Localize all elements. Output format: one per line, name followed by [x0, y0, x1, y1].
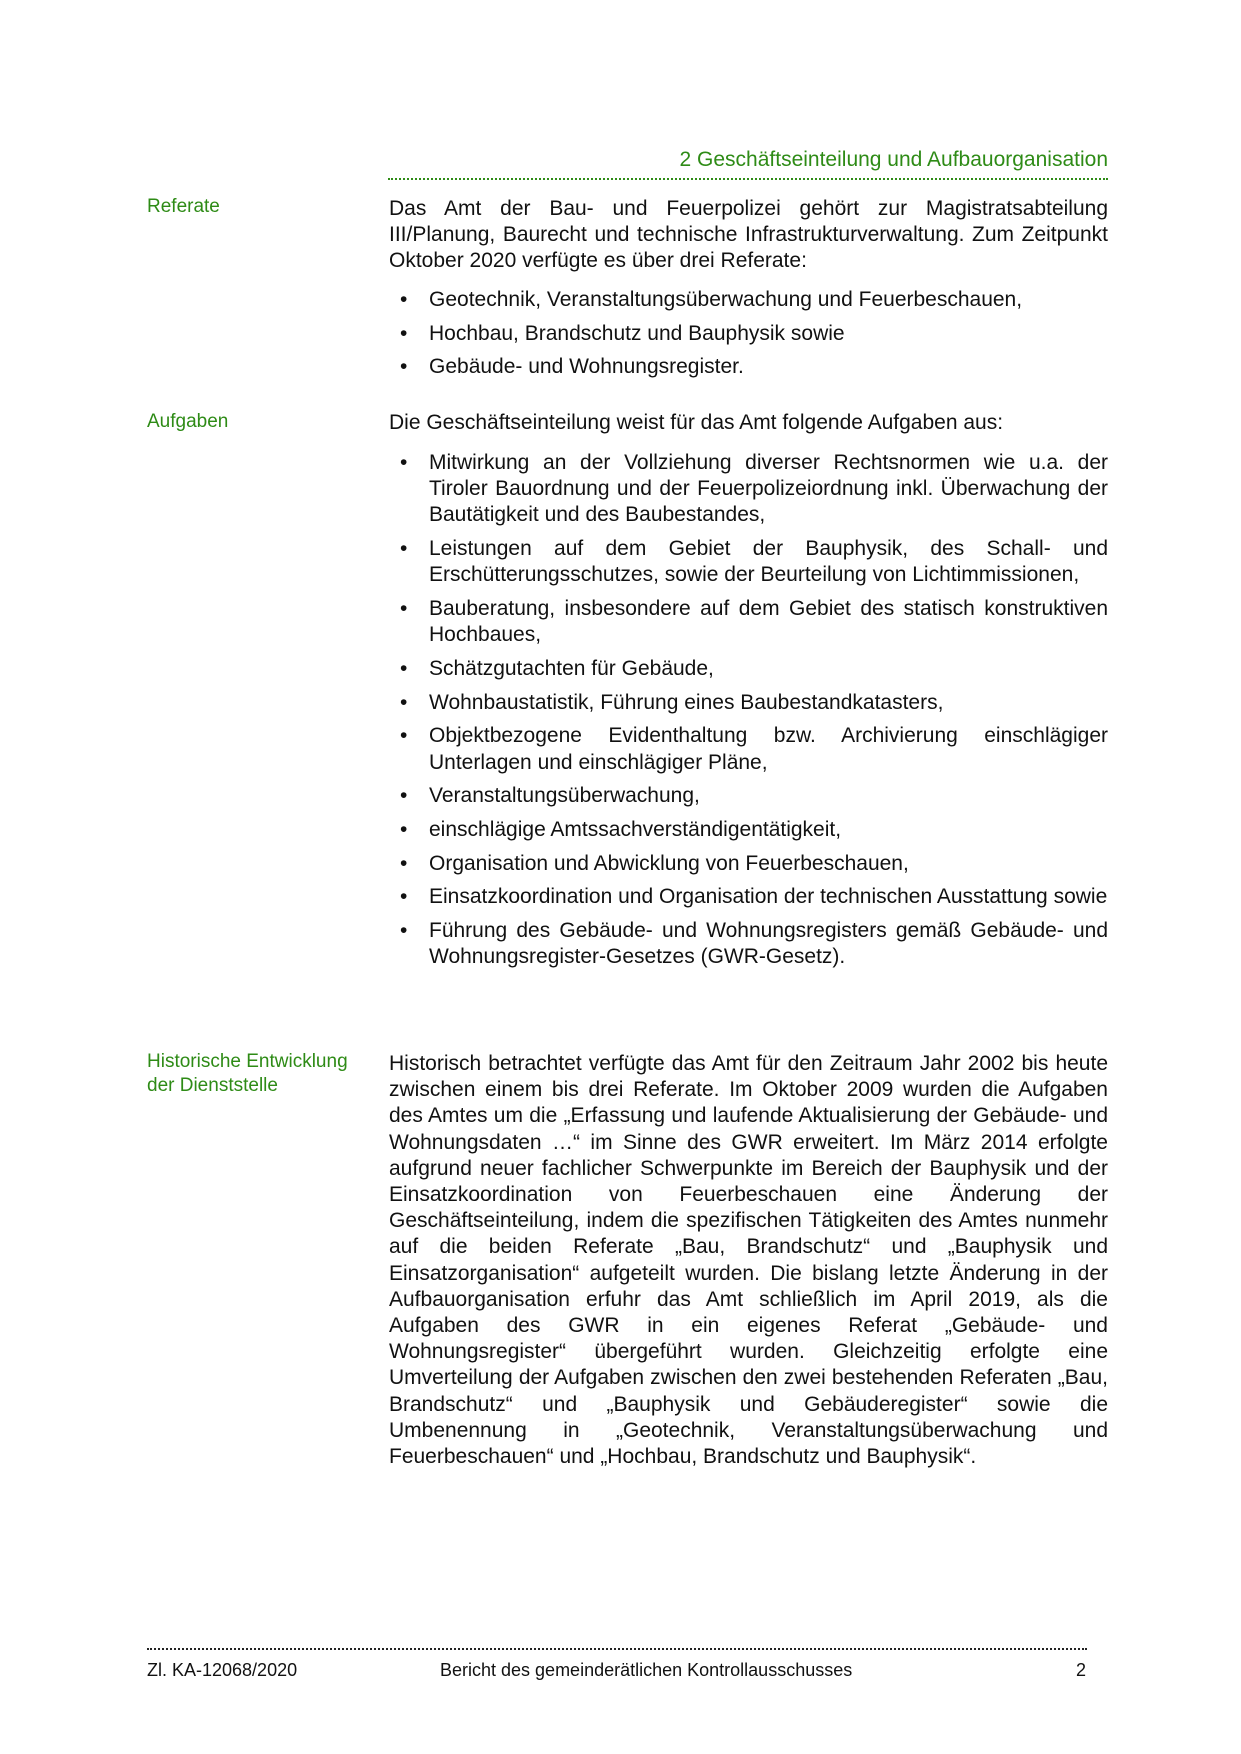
- bullet-icon: •: [400, 321, 408, 345]
- bullet-icon: •: [400, 851, 408, 875]
- side-label-historie-line1: Historische Entwicklung: [147, 1051, 348, 1072]
- bullet-icon: •: [400, 919, 408, 943]
- bullet-icon: •: [400, 885, 408, 909]
- list-item: [389, 536, 1108, 588]
- bullet-icon: •: [400, 656, 408, 680]
- aufgaben-intro: Die Geschäftseinteilung weist für das Amt folgende Aufgaben aus:: [389, 411, 1004, 434]
- list-item-text: Mitwirkung an der Vollziehung diverser Rechtsnormen wie u.a. der Tiroler Bauordnung und der Feuerpolizeiordnung inkl. Überwachung der Bautätigkeit und des Baubestandes,: [429, 451, 1108, 527]
- header-divider: [388, 178, 1108, 180]
- list-item-text: Gebäude- und Wohnungsregister.: [429, 355, 744, 379]
- referate-list: [389, 287, 1108, 388]
- bullet-icon: •: [400, 597, 408, 621]
- list-item-text: einschlägige Amtssachverständigentätigkeit,: [429, 817, 842, 841]
- list-item-text: Führung des Gebäude- und Wohnungsregisters gemäß Gebäude- und Wohnungsregister-Gesetzes (GWR-Gesetz).: [429, 919, 1108, 969]
- footer-divider: [147, 1648, 1087, 1650]
- side-label-historie: [147, 1050, 377, 1098]
- list-item: [389, 321, 1108, 347]
- list-item: [389, 817, 1108, 843]
- footer-report-title: Bericht des gemeinderätlichen Kontrollausschusses: [440, 1660, 853, 1680]
- bullet-icon: •: [400, 784, 408, 808]
- list-item: [389, 851, 1108, 877]
- list-item: [389, 690, 1108, 716]
- side-label-aufgaben: Aufgaben: [147, 411, 229, 432]
- list-item-text: Veranstaltungsüberwachung,: [429, 784, 700, 808]
- bullet-icon: •: [400, 288, 408, 311]
- list-item-text: Bauberatung, insbesondere auf dem Gebiet des statisch konstruktiven Hochbaues,: [429, 597, 1108, 647]
- list-item-text: Einsatzkoordination und Organisation der technischen Ausstattung sowie: [429, 885, 1108, 909]
- aufgaben-list: [389, 450, 1108, 978]
- list-item-text: Wohnbaustatistik, Führung eines Baubestandkatasters,: [429, 690, 944, 714]
- bullet-icon: •: [400, 724, 408, 748]
- list-item-text: Objektbezogene Evidenthaltung bzw. Archivierung einschlägiger Unterlagen und einschlägiger Pläne,: [429, 724, 1108, 774]
- bullet-icon: •: [400, 690, 408, 714]
- list-item-text: Leistungen auf dem Gebiet der Bauphysik, des Schall- und Erschütterungsschutzes, sowie der Beurteilung von Lichtimmissionen,: [429, 537, 1108, 587]
- page-number: 2: [1076, 1660, 1087, 1680]
- list-item: [389, 656, 1108, 682]
- bullet-icon: •: [400, 537, 408, 561]
- list-item: [389, 884, 1108, 910]
- side-label-referate: Referate: [147, 196, 220, 217]
- referate-intro: Das Amt der Bau- und Feuerpolizei gehört zur Magistratsabteilung III/Planung, Baurecht und technische Infrastrukturverwaltung. Zum Zeitpunkt Oktober 2020 verfügte es über drei Referate:: [389, 197, 1108, 273]
- list-item: [389, 918, 1108, 970]
- list-item: [389, 287, 1108, 313]
- bullet-icon: •: [400, 355, 408, 379]
- bullet-icon: •: [400, 451, 408, 474]
- side-label-historie-line2: der Dienststelle: [147, 1075, 278, 1096]
- list-item-text: Hochbau, Brandschutz und Bauphysik sowie: [429, 321, 845, 345]
- list-item: [389, 783, 1108, 809]
- list-item: [389, 354, 1108, 380]
- list-item-text: Schätzgutachten für Gebäude,: [429, 656, 714, 680]
- list-item: [389, 723, 1108, 775]
- list-item: [389, 596, 1108, 648]
- list-item-text: Geotechnik, Veranstaltungsüberwachung und Feuerbeschauen,: [429, 288, 1023, 311]
- chapter-header: 2 Geschäftseinteilung und Aufbauorganisation: [679, 148, 1108, 171]
- list-item: [389, 450, 1108, 529]
- list-item-text: Organisation und Abwicklung von Feuerbeschauen,: [429, 851, 909, 875]
- historie-text: Historisch betrachtet verfügte das Amt für den Zeitraum Jahr 2002 bis heute zwischen einem bis drei Referate. Im Oktober 2009 wurden die Aufgaben des Amtes um die „Erfassung und laufende Aktualisierung der Gebäude- und Wohnungsdaten …“ im Sinne des GWR erweitert. Im März 2014 erfolgte aufgrund neuer fachlicher Schwerpunkte im Bereich der Bauphysik und der Einsatzkoordination von Feuerbeschauen eine Änderung der Geschäftseinteilung, indem die spezifischen Tätigkeiten des Amtes nunmehr auf die beiden Referate „Bau, Brandschutz“ und „Bauphysik und Einsatzorganisation“ aufgeteilt wurden. Die bislang letzte Änderung in der Aufbauorganisation erfuhr das Amt schließlich im April 2019, als die Aufgaben des GWR in ein eigenes Referat „Gebäude- und Wohnungsregister“ übergeführt wurden. Gleichzeitig erfolgte eine Umverteilung der Aufgaben zwischen den zwei bestehenden Referaten „Bau, Brandschutz“ und „Bauphysik und Gebäuderegister“ sowie die Umbenennung in „Geotechnik, Veranstaltungsüberwachung und Feuerbeschauen“ und „Hochbau, Brandschutz und Bauphysik“.: [389, 1052, 1108, 1469]
- bullet-icon: •: [400, 817, 408, 841]
- footer-reference: Zl. KA-12068/2020: [147, 1660, 298, 1680]
